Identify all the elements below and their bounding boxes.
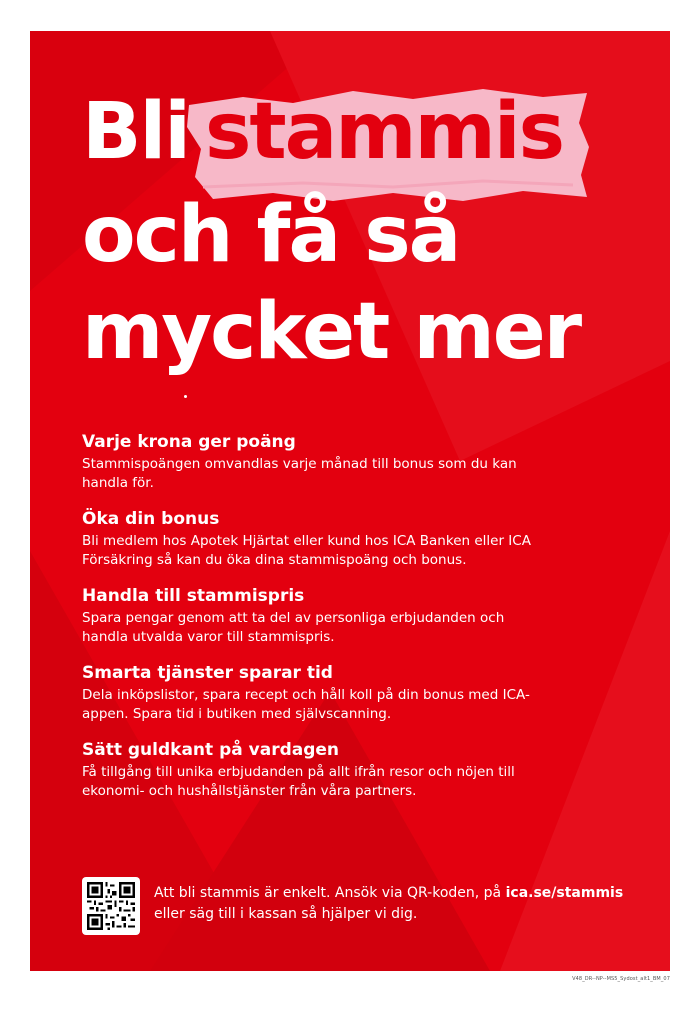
benefit-description: Dela inköpslistor, spara recept och håll koll på din bonus med ICA-appen. Spara tid i butiken med självscanning. [82, 687, 530, 722]
benefit-title: Varje krona ger poäng [82, 432, 296, 452]
highlight-brush [204, 87, 563, 177]
qr-code-icon[interactable] [82, 877, 140, 935]
benefit-item [82, 662, 642, 724]
signup-footer [82, 877, 652, 939]
headline-prefix: Bli [82, 87, 189, 177]
benefit-title: Handla till stammispris [82, 586, 305, 606]
footer-text-intro: Att bli stammis är enkelt. Ansök via QR-koden, på [154, 885, 506, 901]
benefit-item [82, 508, 642, 570]
headline-line-1 [82, 87, 662, 177]
footer-text-outro: eller säg till i kassan så hjälper vi dig. [154, 906, 418, 922]
benefit-description: Stammispoängen omvandlas varje månad till bonus som du kan handla för. [82, 456, 517, 491]
print-code: V48_DR--NP--MS5_Sydost_alt1_BM_07 [572, 976, 670, 982]
benefit-item [82, 431, 642, 493]
footer-text [154, 883, 634, 925]
benefit-item [82, 585, 642, 647]
stammis-poster [30, 31, 670, 971]
benefit-item [82, 739, 642, 801]
headline-highlight: stammis [204, 87, 563, 177]
benefit-description: Spara pengar genom att ta del av personliga erbjudanden och handla utvalda varor till stammispris. [82, 610, 505, 645]
benefits-list [82, 431, 642, 816]
headline-line-3: mycket mer [82, 287, 581, 377]
benefit-title: Sätt guldkant på vardagen [82, 740, 340, 760]
benefit-description: Bli medlem hos Apotek Hjärtat eller kund hos ICA Banken eller ICA Försäkring så kan du öka dina stammispoäng och bonus. [82, 533, 531, 568]
benefit-title: Smarta tjänster sparar tid [82, 663, 333, 683]
benefit-description: Få tillgång till unika erbjudanden på allt ifrån resor och nöjen till ekonomi- och hushållstjänster från våra partners. [82, 764, 515, 799]
benefit-title: Öka din bonus [82, 509, 220, 529]
stammis-link[interactable]: ica.se/stammis [505, 885, 624, 901]
decorative-dot [184, 395, 187, 398]
headline-line-2: och få så [82, 190, 460, 280]
